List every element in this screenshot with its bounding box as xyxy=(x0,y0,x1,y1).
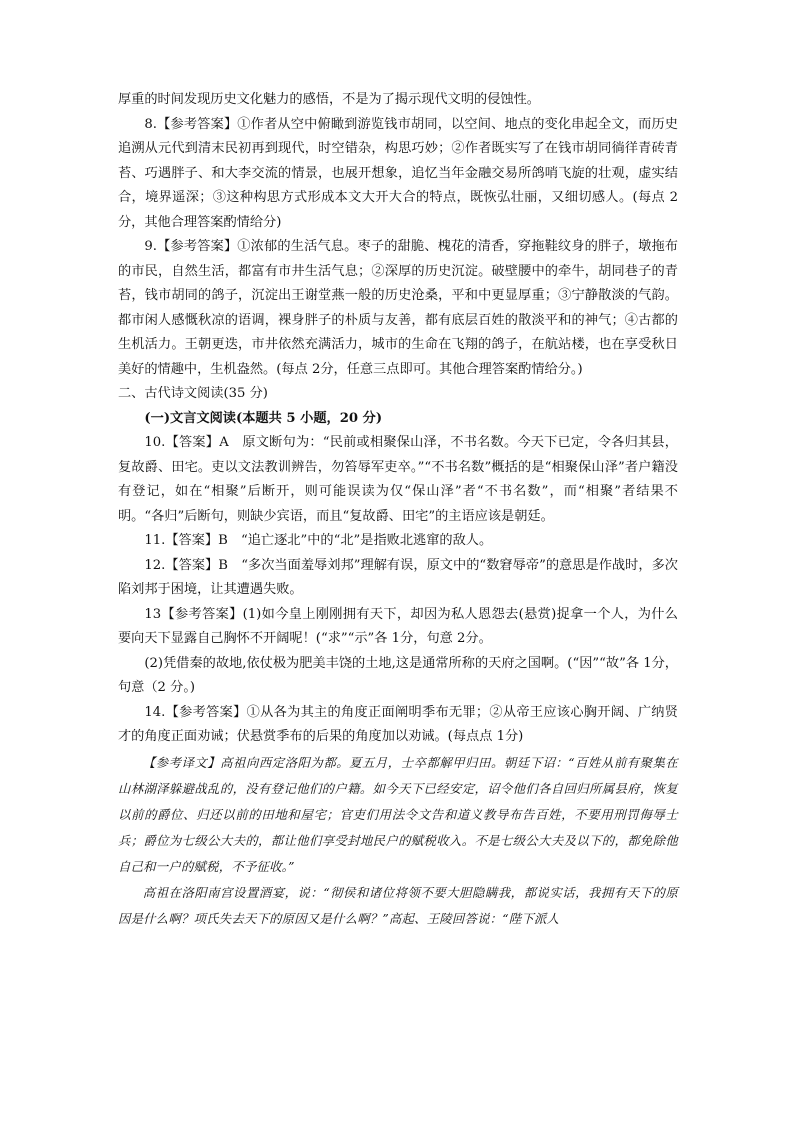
reference-translation-2: 高祖在洛阳南宫设置酒宴，说：“彻侯和诸位将领不要大胆隐瞒我，都说实话，我拥有天下的原因是什么啊？项氏失去天下的原因又是什么啊？”高起、王陵回答说：“陛下派人 xyxy=(118,884,678,926)
reference-translation-1: 【参考译文】高祖向西定洛阳为都。夏五月，士卒都解甲归田。朝廷下诏：“百姓从前有聚集在山林湖泽躲避战乱的，没有登记他们的户籍。如今天下已经安定，诏令他们各自回归所属县府，恢复以前的爵位、归还以前的田地和屋宅；官吏们用法令文告和道义教导布告百姓，不要用刑罚侮辱士兵；爵位为七级公大夫的，都让他们享受封地民户的赋税收入。不是七级公大夫及以下的，都免除他自己和一户的赋税，不予征收。” xyxy=(118,754,678,874)
answer-8: 8.【参考答案】①作者从空中俯瞰到游览钱市胡同，以空间、地点的变化串起全文，而历史追溯从元代到清末民初再到现代，时空错杂，构思巧妙；②作者既实写了在钱市胡同徜徉青砖青苔、巧遇胖子、和大李交流的情景，也展开想象，追忆当年金融交易所鸽哨飞旋的壮观，虚实结合，境界遥深；③这种构思方式形成本文大开大合的特点，既恢弘壮丽，又细切感人。(每点 2分，其他合理答案酌情给分) xyxy=(118,116,678,230)
answer-14: 14.【参考答案】①从各为其主的角度正面阐明季布无罪；②从帝王应该心胸开阔、广纳贤才的角度正面劝诫；伏悬赏季布的后果的角度加以劝诫。(每点点 1分) xyxy=(118,704,678,744)
answer-10: 10.【答案】A 原文断句为：“民前或相聚保山泽，不书名数。今天下已定，令各归其县，复故爵、田宅。吏以文法教训辨告，勿笞辱军吏卒。”“不书名数”概括的是“相聚保山泽”者户籍没有登记，如在“相聚”后断开，则可能误读为仅“保山泽”者“不书名数”，而“相聚”者结果不明。“各归”后断句，则缺少宾语，而且“复故爵、田宅”的主语应该是朝廷。 xyxy=(118,435,678,524)
answer-13-part1: 13【参考答案】(1)如今皇上刚刚拥有天下，却因为私人恩怨去(悬赏)捉拿一个人，为什么要向天下显露自己胸怀不开阔呢！(“求”“示”各 1分，句意 2分。 xyxy=(118,606,678,646)
document-page xyxy=(118,88,678,932)
answer-11: 11.【答案】B “追亡逐北”中的“北”是指败北逃窜的敌人。 xyxy=(144,533,493,548)
subsection-heading-classical-prose: (一)文言文阅读(本题共 5 小题，20 分) xyxy=(144,410,383,426)
section-heading-classical: 二、古代诗文阅读(35 分) xyxy=(118,386,268,401)
answer-9: 9.【参考答案】①浓郁的生活气息。枣子的甜脆、槐花的清香，穿拖鞋纹身的胖子，墩拖布的市民，自然生活，都富有市井生活气息；②深厚的历史沉淀。破壁腰中的牵牛，胡同巷子的青苔，钱市胡同的鸽子，沉淀出王谢堂燕一般的历史沧桑，平和中更显厚重；③宁静散淡的气韵。都市闲人感慨秋凉的语调，裸身胖子的朴质与友善，都有底层百姓的散淡平和的神气；④古都的生机活力。王朝更迭，市井依然充满活力，城市的生命在飞翔的鸽子，在航站楼，也在享受秋日美好的情趣中，生机盎然。(每点 2分，任意三点即可。其他合理答案酌情给分。) xyxy=(118,239,678,377)
answer-13-part2: (2)凭借秦的故地,依仗极为肥美丰饶的土地,这是通常所称的天府之国啊。(“因”“故”各 1分，句意（2 分。) xyxy=(118,655,678,695)
answer-12: 12.【答案】B “多次当面羞辱刘邦”理解有误，原文中的“数窘辱帝”的意思是作战时，多次陷刘邦于困境，让其遭遇失败。 xyxy=(118,557,678,597)
paragraph-intro: 厚重的时间发现历史文化魅力的感悟，不是为了揭示现代文明的侵蚀性。 xyxy=(118,92,540,107)
